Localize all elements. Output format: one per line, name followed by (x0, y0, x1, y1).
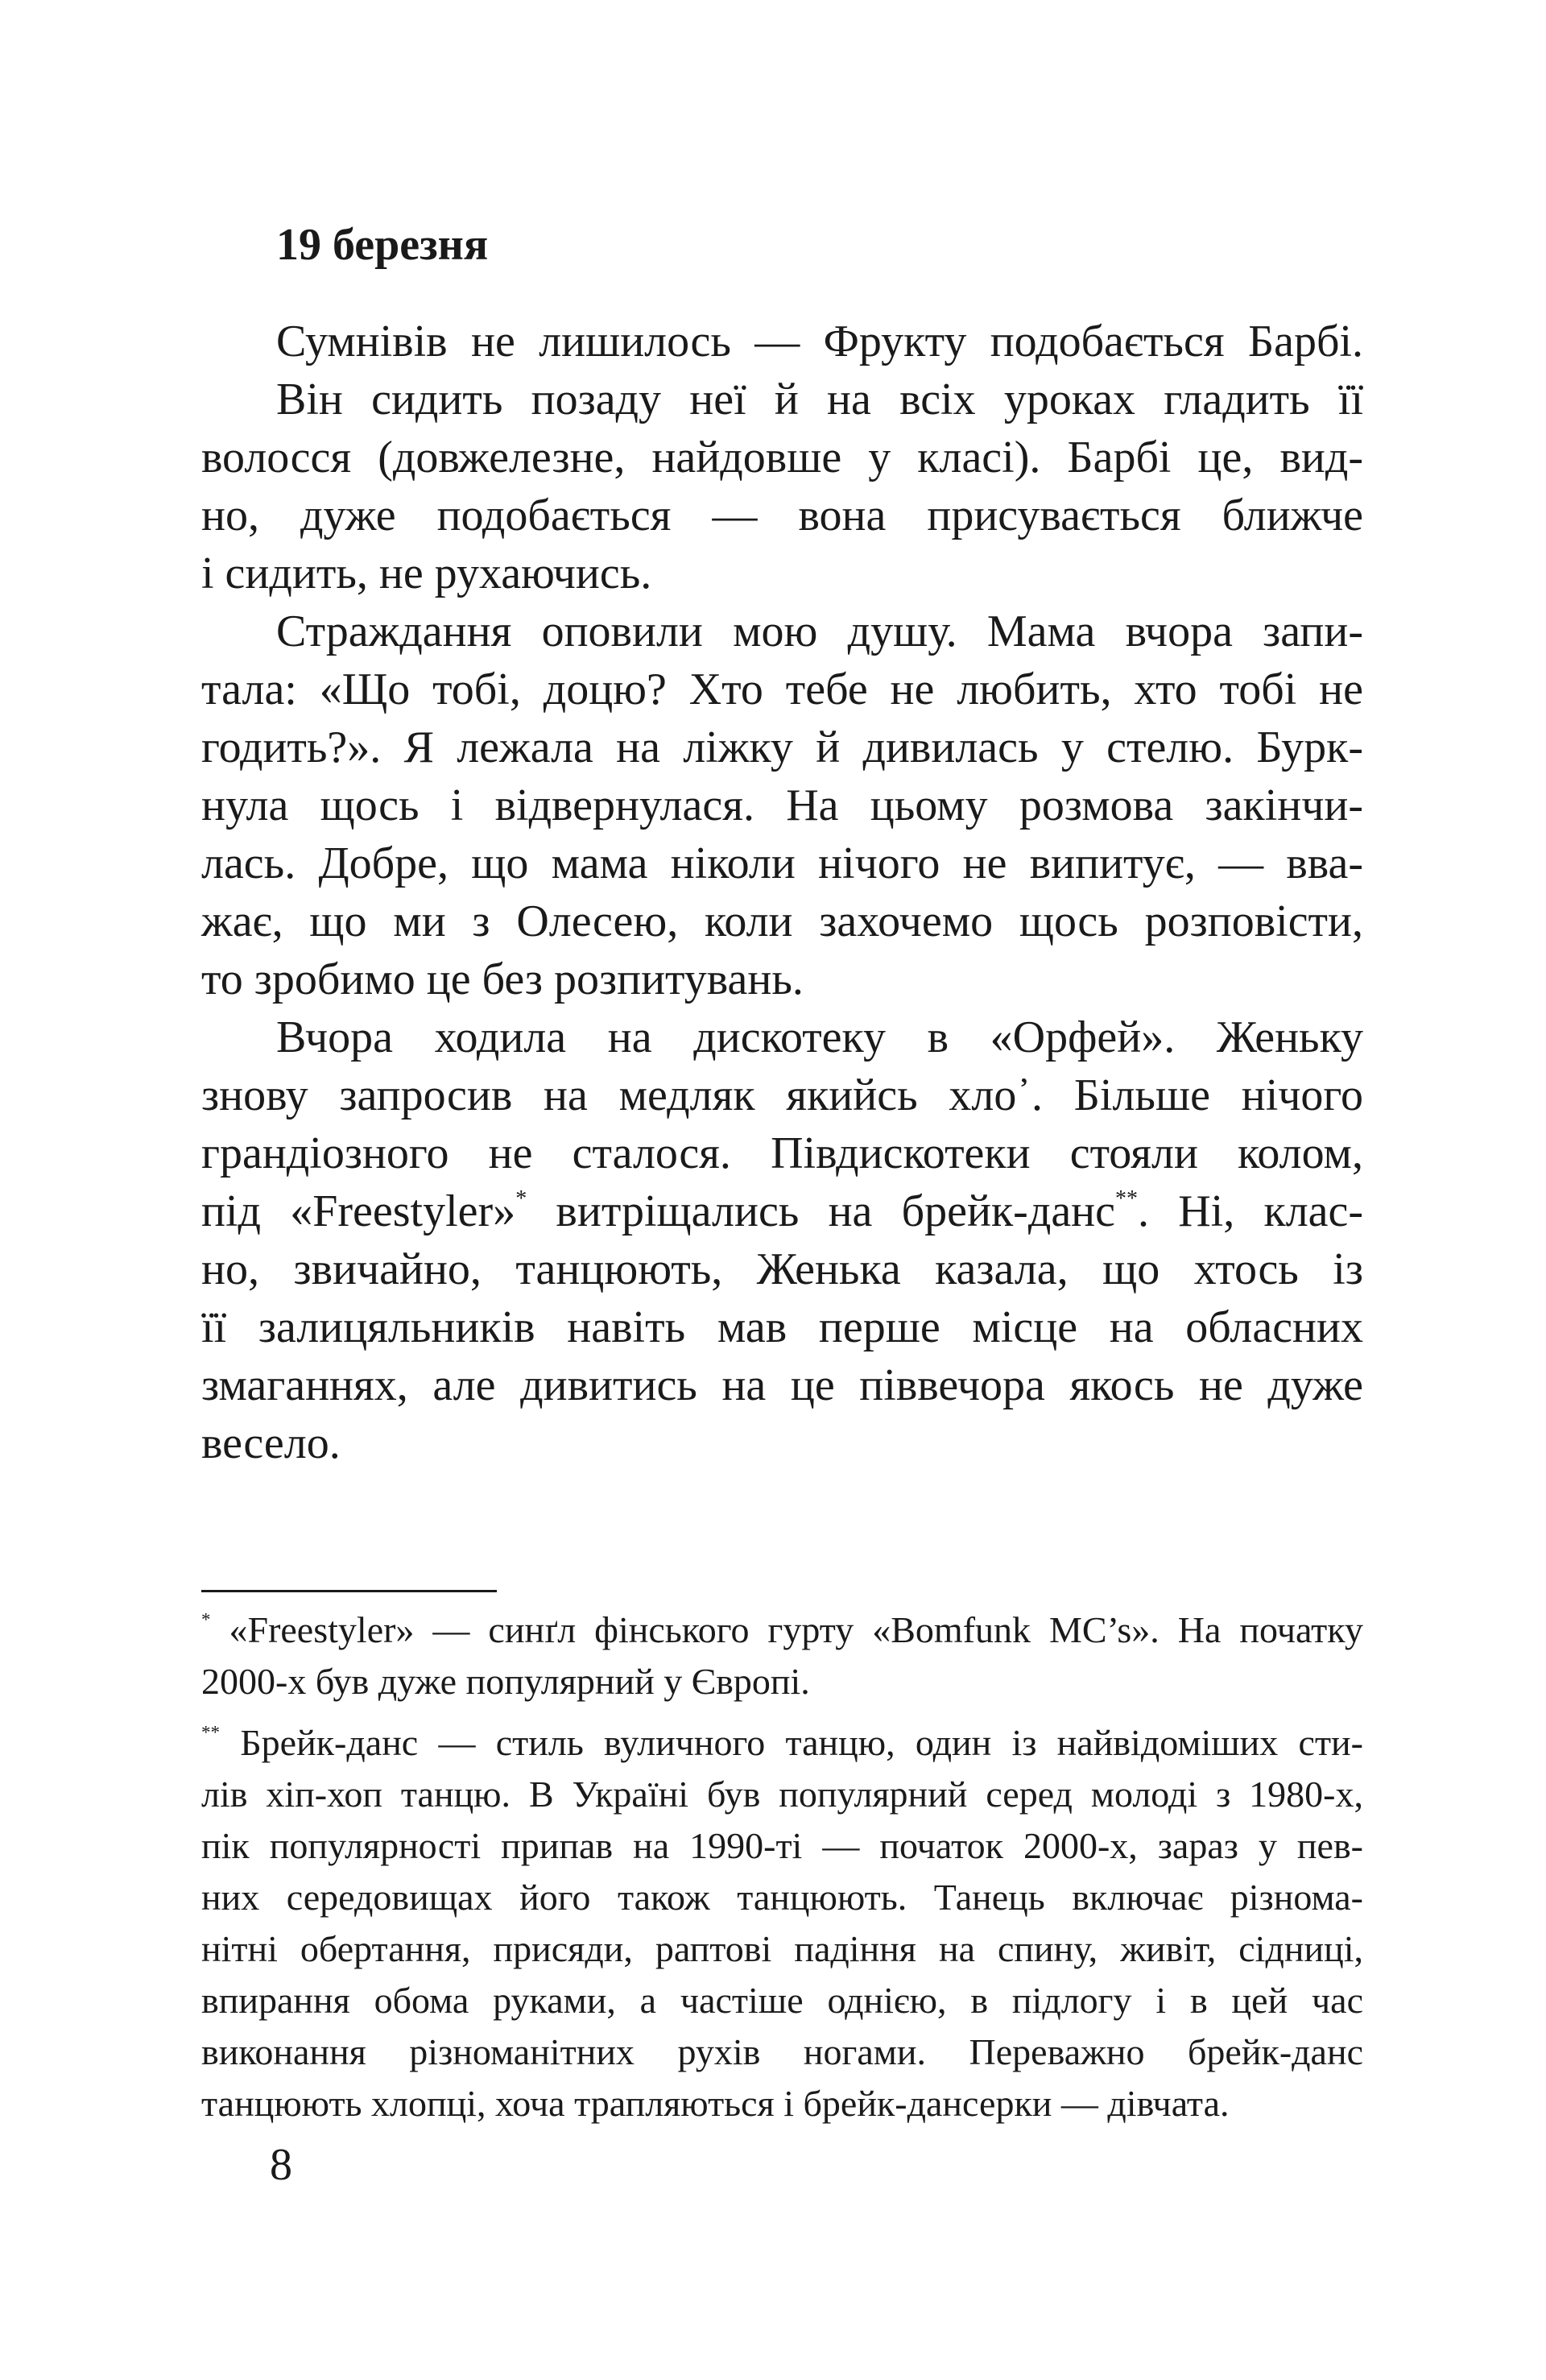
text-line: Вчора ходила на дискотеку в «Орфей». Женьку (276, 1012, 1363, 1062)
text-line: Сумнівів не лишилось — Фрукту подобається Барбі. (276, 317, 1363, 366)
text-line: то зробимо це без розпитувань. (201, 954, 804, 1004)
text-line: лась. Добре, що мама ніколи нічого не випитує, — вва- (201, 838, 1363, 888)
footnote-line (201, 1604, 1363, 1656)
text-line: і сидить, не рухаючись. (201, 548, 652, 598)
text-line: Він сидить позаду неї й на всіх уроках гладить її (276, 375, 1363, 424)
footnote-line: виконання різноманітних рухів ногами. Переважно брейк-данс (201, 2031, 1363, 2072)
footnote-mark: ** (201, 1722, 220, 1743)
text-line: волосся (довжелезне, найдовше у класі). Барбі це, вид- (201, 433, 1363, 482)
footnote-text: Брейк-данс — стиль вуличного танцю, один із найвідоміших сти- (220, 1722, 1363, 1763)
text-line: тала: «Що тобі, доцю? Хто тебе не любить, хто тобі не (201, 664, 1363, 714)
footnote-line: 2000-х був дуже популярний у Європі. (201, 1661, 810, 1702)
entry-date-heading: 19 березня (276, 220, 489, 270)
footnote-text: «Freestyler» — синґл фінського гурту «Bomfunk MC’s». На початку (210, 1609, 1363, 1650)
footnote-mark: * (201, 1609, 211, 1630)
footnote-1 (201, 1604, 1363, 1707)
text-line: нула щось і відвернулася. На цьому розмова закінчи- (201, 780, 1363, 830)
footnote-ref-2: ** (1115, 1186, 1138, 1211)
footnote-line: танцюють хлопці, хоча трапляються і брейк-дансерки — дівчата. (201, 2083, 1230, 2124)
page-number: 8 (270, 2140, 292, 2190)
text-line: жає, що ми з Олесею, коли захочемо щось розповісти, (201, 896, 1363, 946)
text-line: но, дуже подобається — вона присувається ближче (201, 490, 1363, 540)
footnotes (201, 1604, 1363, 2139)
footnote-separator (201, 1590, 497, 1592)
text-line: грандіозного не сталося. Півдискотеки стояли колом, (201, 1128, 1363, 1178)
text-line-with-footnote-refs (201, 1182, 1363, 1240)
text-line: змаганнях, але дивитись на це піввечора якось не дуже (201, 1360, 1363, 1410)
footnote-2 (201, 1717, 1363, 2130)
text-line: весело. (201, 1418, 341, 1468)
footnote-line (201, 1717, 1363, 1769)
text-line: но, звичайно, танцюють, Женька казала, що хтось із (201, 1244, 1363, 1294)
text-segment: витріщались на брейк-данс (527, 1186, 1115, 1236)
footnote-ref-1: * (515, 1186, 527, 1211)
diary-body-text (201, 313, 1363, 1472)
footnote-line: лів хіп-хоп танцю. В Україні був популярний серед молоді з 1980-х, (201, 1774, 1363, 1815)
text-line: годить?». Я лежала на ліжку й дивилась у стелю. Бурк- (201, 722, 1363, 772)
footnote-line: пік популярності припав на 1990-ті — початок 2000-х, зараз у пев- (201, 1825, 1363, 1866)
text-line: Страждання оповили мою душу. Мама вчора запи- (276, 606, 1363, 656)
text-line: її залицяльників навіть мав перше місце на обласних (201, 1302, 1363, 1352)
text-line: знову запросив на медляк якийсь хло᾿. Більше нічого (201, 1070, 1363, 1120)
text-segment: . Ні, клас- (1138, 1186, 1364, 1236)
footnote-line: впирання обома руками, а частіше однією, в підлогу і в цей час (201, 1980, 1363, 2021)
footnote-line: нітні обертання, присяди, раптові падіння на спину, живіт, сідниці, (201, 1928, 1363, 1969)
footnote-line: них середовищах його також танцюють. Танець включає різнома- (201, 1877, 1363, 1918)
text-segment: під «Freestyler» (201, 1186, 516, 1236)
